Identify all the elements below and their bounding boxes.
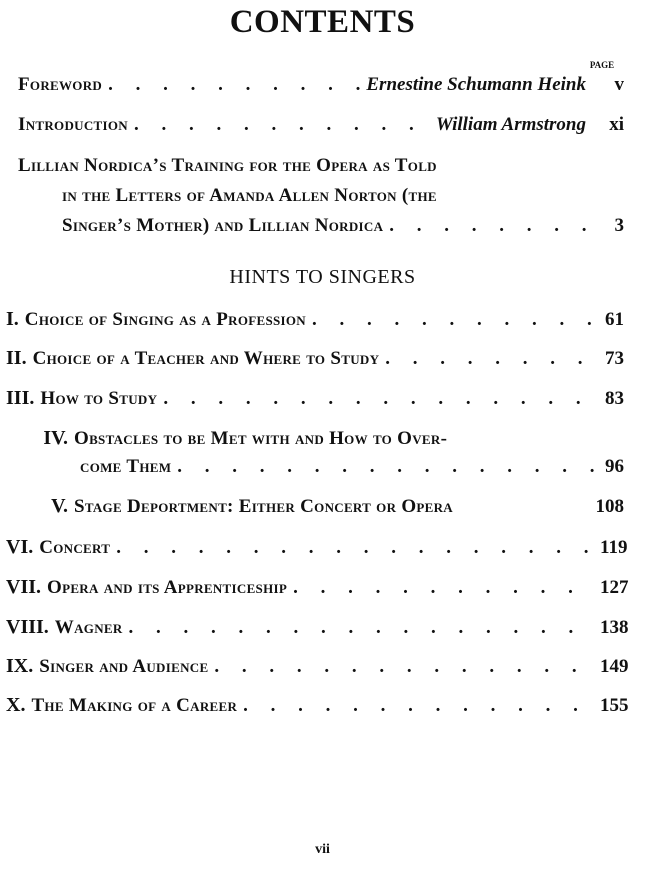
toc-chapter-2[interactable] — [6, 347, 624, 370]
toc-chapter-6[interactable] — [6, 536, 628, 559]
chapter-page: 83 — [605, 388, 624, 409]
chapter-page: 127 — [600, 577, 629, 598]
chapter-page: 61 — [605, 309, 624, 330]
chapter-number: IV. — [43, 427, 68, 449]
chapter-number: X. — [6, 694, 26, 716]
page-folio: vii — [315, 842, 330, 857]
leader-dots — [293, 577, 594, 599]
chapter-title-continued: come Them — [80, 456, 172, 477]
chapter-title: The Making of a Career — [31, 695, 238, 716]
toc-chapter-3[interactable] — [6, 387, 624, 410]
entry-author: Ernestine Schumann Heink — [366, 74, 586, 95]
toc-chapter-10[interactable] — [6, 694, 629, 717]
chapter-first-line — [6, 427, 447, 450]
chapter-title: Opera and its Apprenticeship — [47, 577, 288, 598]
entry-last-line — [62, 215, 624, 237]
leader-dots — [177, 456, 594, 478]
chapter-page: 96 — [605, 456, 624, 477]
chapter-title: Wagner — [54, 617, 123, 638]
chapter-title: Stage Deportment: Either Concert or Opera — [74, 496, 453, 517]
chapter-page: 73 — [605, 348, 624, 369]
leader-dots — [116, 537, 594, 559]
chapter-continuation-line — [80, 456, 624, 478]
leader-dots — [214, 656, 594, 678]
chapter-number: I. — [6, 308, 19, 330]
leader-dots — [243, 695, 594, 717]
toc-chapter-1[interactable] — [6, 308, 624, 331]
leader-dots — [108, 74, 360, 96]
chapter-number: V. — [51, 495, 68, 517]
toc-entry-foreword[interactable] — [18, 74, 624, 96]
entry-page: v — [614, 74, 624, 95]
entry-page: 3 — [614, 215, 624, 236]
chapter-title: Choice of Singing as a Profession — [24, 309, 306, 330]
leader-dots — [163, 388, 594, 410]
chapter-page: 138 — [600, 617, 629, 638]
chapter-title: Choice of a Teacher and Where to Study — [32, 348, 380, 369]
chapter-number: III. — [6, 387, 35, 409]
chapter-title: Singer and Audience — [39, 656, 209, 677]
chapter-title: Concert — [39, 537, 111, 558]
chapter-title: How to Study — [40, 388, 158, 409]
leader-dots — [385, 348, 594, 370]
section-heading: HINTS TO SINGERS — [229, 266, 416, 288]
entry-author: William Armstrong — [435, 114, 586, 135]
chapter-title: Obstacles to be Met with and How to Over- — [74, 428, 448, 449]
chapter-number: VI. — [6, 536, 34, 558]
entry-title-line-1: Lillian Nordica’s Training for the Opera as Told — [18, 155, 437, 176]
entry-title: Introduction — [18, 114, 128, 135]
chapter-number: VII. — [6, 576, 42, 598]
entry-page: xi — [609, 114, 624, 135]
chapter-page: 155 — [600, 695, 629, 716]
toc-chapter-7[interactable] — [6, 576, 629, 599]
toc-entry-introduction[interactable] — [18, 114, 624, 136]
leader-dots — [129, 617, 594, 639]
chapter-number: II. — [6, 347, 27, 369]
leader-dots — [312, 309, 594, 331]
chapter-number: VIII. — [6, 616, 49, 638]
chapter-number: IX. — [6, 655, 34, 677]
chapter-page: 149 — [600, 656, 629, 677]
contents-title: CONTENTS — [229, 4, 416, 40]
entry-title: Foreword — [18, 74, 103, 95]
toc-chapter-5[interactable] — [6, 495, 624, 518]
toc-chapter-8[interactable] — [6, 616, 629, 639]
toc-chapter-9[interactable] — [6, 655, 629, 678]
leader-dots — [389, 215, 594, 237]
page-column-label: PAGE — [589, 60, 615, 70]
chapter-page: 119 — [600, 537, 628, 558]
chapter-page: 108 — [595, 496, 624, 517]
leader-dots — [134, 114, 430, 136]
entry-title-line-2: in the Letters of Amanda Allen Norton (the — [62, 185, 437, 206]
entry-title-line-3: Singer’s Mother) and Lillian Nordica — [62, 215, 384, 236]
